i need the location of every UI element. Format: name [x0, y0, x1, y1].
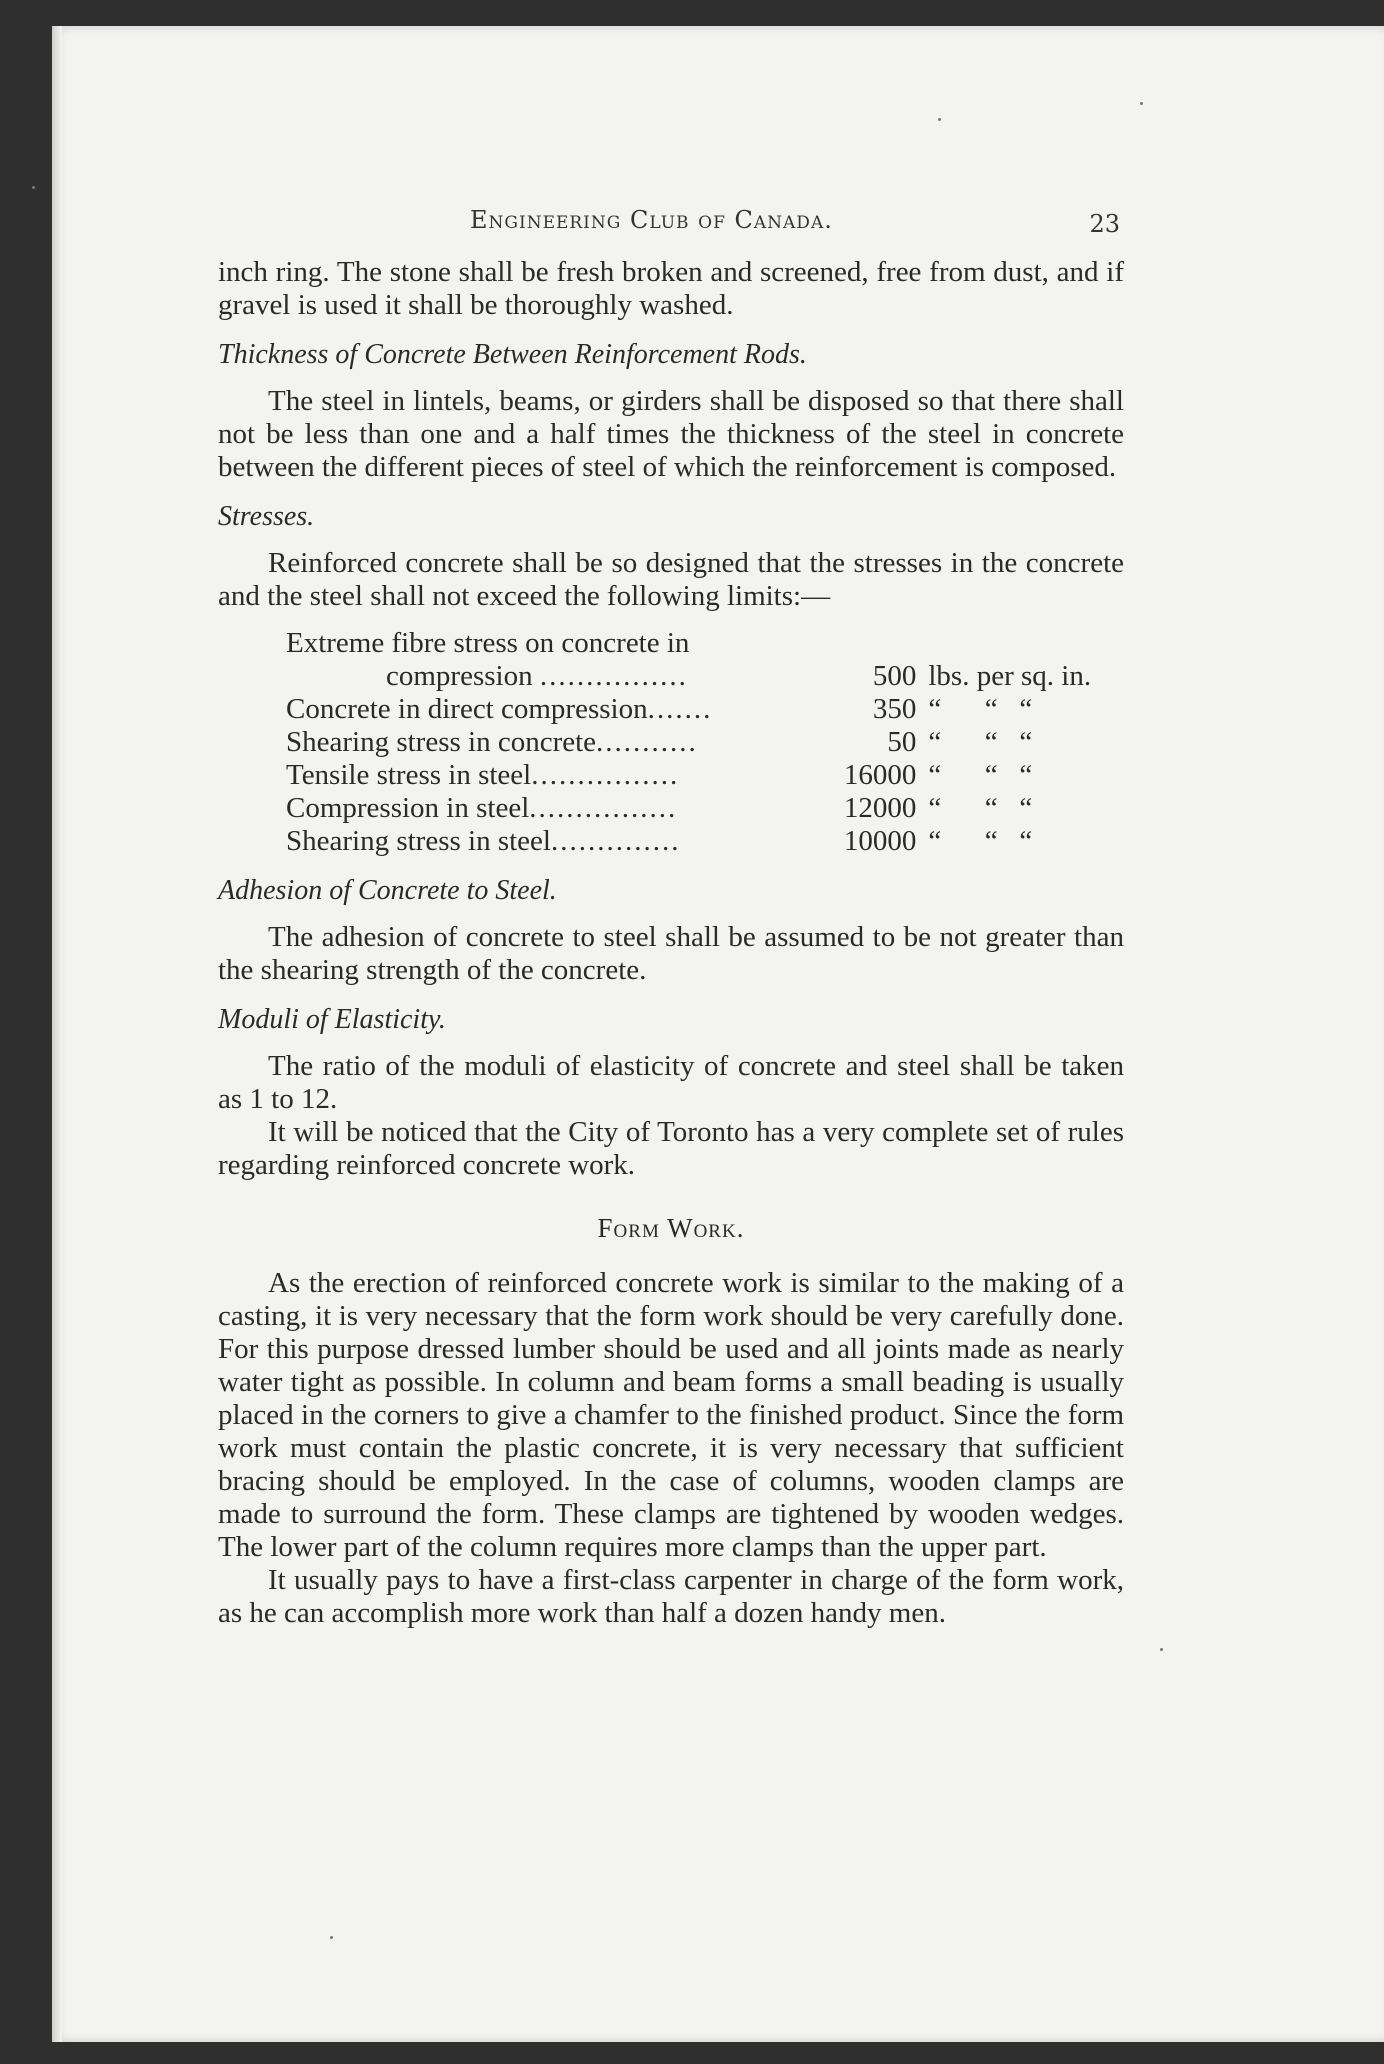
- stress-value: 350: [872, 693, 917, 725]
- stress-unit: “ “ “: [928, 726, 1033, 758]
- stress-label-cell: [286, 693, 833, 726]
- stress-limits-table: [286, 627, 1124, 858]
- stress-label-line2: compression: [386, 660, 533, 692]
- stress-label: [286, 792, 833, 825]
- page-number: 23: [1089, 210, 1120, 238]
- paragraph-carpenter: It usually pays to have a first-class carpenter in charge of the form work, as he can accomplish more work than half a dozen handy men.: [218, 1564, 1124, 1629]
- dot-leader: ................: [529, 792, 678, 824]
- stress-label-text: Shearing stress in concrete: [286, 726, 597, 758]
- stress-value: 500: [872, 660, 917, 692]
- dot-leader: ................: [531, 759, 680, 791]
- scan-speck: [330, 1936, 333, 1939]
- stress-value: 10000: [843, 825, 917, 857]
- section-heading-moduli: Moduli of Elasticity.: [218, 1004, 446, 1035]
- dot-leader: .......: [647, 693, 713, 725]
- paragraph-form-work: As the erection of reinforced concrete work is similar to the making of a casting, it is very necessary that the form work should be very carefully done. For this purpose dressed lumber should be used and all joints made as nearly water tight as possible. In column and beam forms a small beading is usually placed in the corners to give a chamfer to the finished product. Since the form work must contain the plastic concrete, it is very necessary that sufficient bracing should be employed. In the case of columns, wooden clamps are made to surround the form. These clamps are tightened by wooden wedges. The lower part of the column requires more clamps than the upper part.: [218, 1267, 1124, 1563]
- stress-unit: “ “ “: [928, 825, 1033, 857]
- scan-speck: [32, 186, 35, 189]
- stress-label-cell: [286, 792, 833, 825]
- stress-label-cell: [286, 759, 833, 792]
- section-heading-form-work: Form Work.: [597, 1213, 745, 1243]
- stress-unit: lbs. per sq. in.: [928, 660, 1092, 692]
- stress-label-text: Tensile stress in steel: [286, 759, 532, 791]
- stress-value: 16000: [843, 759, 917, 791]
- stress-unit: “ “ “: [928, 693, 1033, 725]
- section-heading-stresses: Stresses.: [218, 501, 315, 532]
- running-title: Engineering Club of Canada.: [470, 206, 833, 234]
- stress-label-cell: [286, 726, 833, 759]
- dot-leader: ..............: [550, 825, 681, 857]
- paragraph-moduli-ratio: The ratio of the moduli of elasticity of concrete and steel shall be taken as 1 to 12.: [218, 1050, 1124, 1115]
- stress-label-text: Concrete in direct compression: [286, 693, 648, 725]
- scan-speck: [1160, 1648, 1163, 1651]
- paragraph-toronto-rules: It will be noticed that the City of Toronto has a very complete set of rules regarding reinforced concrete work.: [218, 1116, 1124, 1181]
- page-gutter-shadow: [52, 26, 62, 2042]
- paragraph-stresses: Reinforced concrete shall be so designed that the stresses in the concrete and the steel shall not exceed the following limits:—: [218, 547, 1124, 612]
- stress-unit: “ “ “: [928, 792, 1033, 824]
- running-head: [218, 206, 1124, 240]
- stress-label-continued: [286, 660, 833, 693]
- stress-label: [286, 693, 833, 726]
- section-heading-adhesion: Adhesion of Concrete to Steel.: [218, 875, 557, 906]
- stress-label: [286, 726, 833, 759]
- opening-paragraph: inch ring. The stone shall be fresh broken and screened, free from dust, and if gravel is used it shall be thoroughly washed.: [218, 256, 1124, 321]
- stress-value: 50: [887, 726, 917, 758]
- paragraph-thickness: The steel in lintels, beams, or girders shall be disposed so that there shall not be less than one and a half times the thickness of the steel in concrete between the different pieces of steel of which the reinforcement is composed.: [218, 385, 1124, 483]
- stress-label-text: Compression in steel: [286, 792, 530, 824]
- stress-label-cell: [286, 627, 833, 693]
- stress-unit: “ “ “: [928, 759, 1033, 791]
- stress-table-row: [286, 627, 1124, 693]
- dot-leader: ................: [539, 660, 688, 692]
- stress-label: [286, 759, 833, 792]
- page-body: [218, 256, 1124, 1630]
- stress-value: 12000: [843, 792, 917, 824]
- paragraph-adhesion: The adhesion of concrete to steel shall be assumed to be not greater than the shearing strength of the concrete.: [218, 921, 1124, 986]
- stress-table-row: [286, 825, 1124, 858]
- stress-table-row: [286, 693, 1124, 726]
- scan-speck: [938, 118, 941, 121]
- scan-speck: [1140, 102, 1143, 105]
- dot-leader: ...........: [596, 726, 698, 758]
- stress-table-row: [286, 759, 1124, 792]
- stress-label: [286, 825, 833, 858]
- stress-label-text: Shearing stress in steel: [286, 825, 551, 857]
- stress-label-cell: [286, 825, 833, 858]
- stress-table-row: [286, 792, 1124, 825]
- stress-label: Extreme fibre stress on concrete in: [286, 627, 690, 659]
- stress-table-row: [286, 726, 1124, 759]
- section-heading-thickness: Thickness of Concrete Between Reinforcement Rods.: [218, 339, 807, 370]
